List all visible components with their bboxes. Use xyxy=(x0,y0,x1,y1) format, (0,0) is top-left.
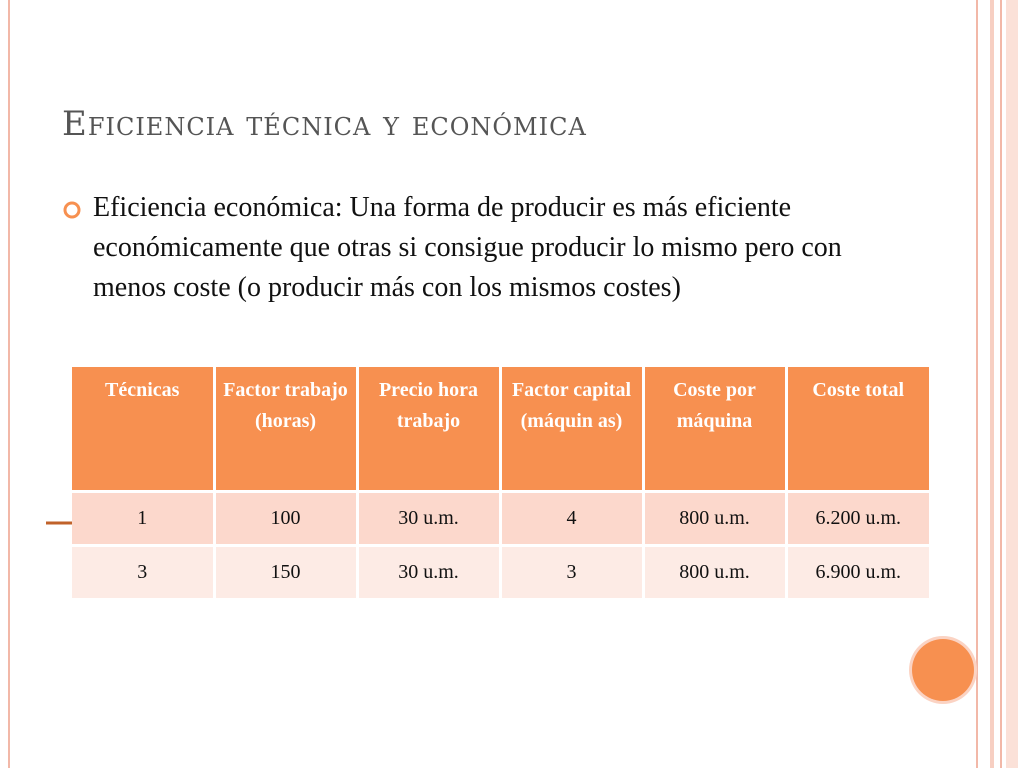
table-header-cell: Factor capital (máquin as) xyxy=(500,367,643,491)
data-table xyxy=(72,367,929,601)
bullet-item xyxy=(62,188,882,308)
table-cell: 800 u.m. xyxy=(643,545,786,599)
table-header-cell: Técnicas xyxy=(72,367,214,491)
table-cell: 3 xyxy=(72,545,214,599)
table-cell: 800 u.m. xyxy=(643,491,786,545)
table-cell: 6.900 u.m. xyxy=(786,545,929,599)
table-cell: 100 xyxy=(214,491,357,545)
table-header-cell: Factor trabajo (horas) xyxy=(214,367,357,491)
table-cell: 30 u.m. xyxy=(357,545,500,599)
circle-bullet-icon xyxy=(62,200,82,220)
table-cell: 4 xyxy=(500,491,643,545)
table-header-cell: Coste por máquina xyxy=(643,367,786,491)
frame-line-left xyxy=(8,0,10,768)
table-header-row xyxy=(72,367,929,491)
frame-line-right xyxy=(1000,0,1002,768)
table-row xyxy=(72,491,929,545)
frame-line-right xyxy=(990,0,994,768)
frame-line-right xyxy=(976,0,978,768)
table-cell: 3 xyxy=(500,545,643,599)
table-header-cell: Coste total xyxy=(786,367,929,491)
table-header-cell: Precio hora trabajo xyxy=(357,367,500,491)
frame-line-right xyxy=(1006,0,1018,768)
table-row xyxy=(72,545,929,599)
table-cell: 6.200 u.m. xyxy=(786,491,929,545)
bullet-text: Eficiencia económica: Una forma de producir es más eficiente económicamente que otras si consigue producir lo mismo pero con menos coste (o producir más con los mismos costes) xyxy=(93,192,842,303)
table-cell: 30 u.m. xyxy=(357,491,500,545)
slide-title: Eficiencia técnica y económica xyxy=(62,104,587,144)
table-cell: 1 xyxy=(72,491,214,545)
circle-decor xyxy=(912,639,974,701)
table-cell: 150 xyxy=(214,545,357,599)
